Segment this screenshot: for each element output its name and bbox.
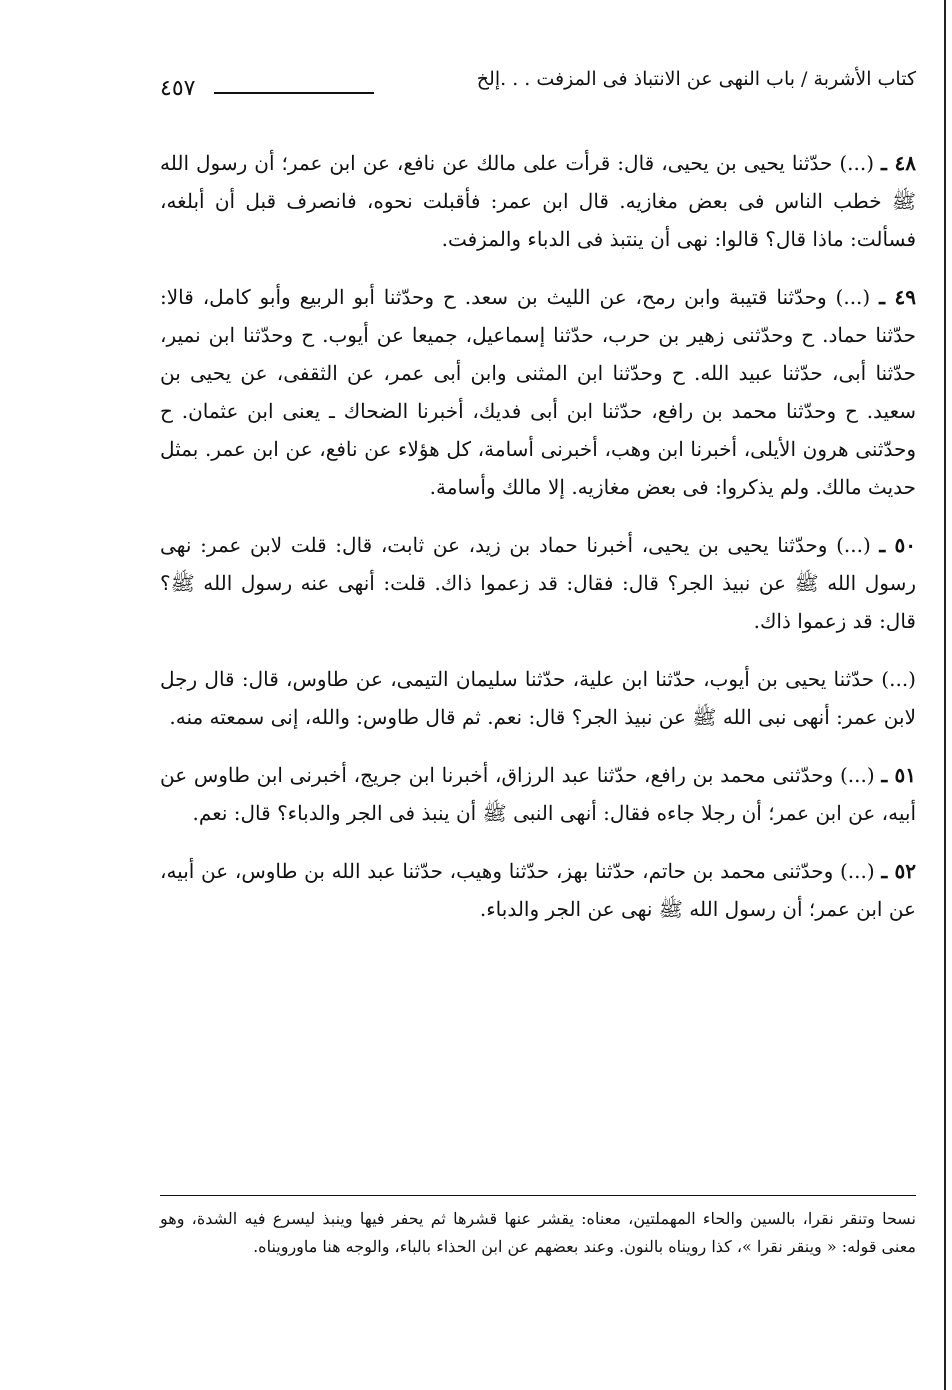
footnote-divider <box>160 1195 916 1196</box>
header-title: كتاب الأشربة / باب النهى عن الانتباذ فى المزفت . . .إلخ <box>476 68 916 90</box>
hadith-text: (...) وحدّثنى محمد بن حاتم، حدّثنا بهز، حدّثنا وهيب، حدّثنا عبد الله بن طاوس، عن أبيه، عن ابن عمر؛ أن رسول الله ﷺ نهى عن الجر والدباء. <box>160 859 916 921</box>
hadith-text: (...) وحدّثنى محمد بن رافع، حدّثنا عبد الرزاق، أخبرنا ابن جريج، أخبرنى ابن طاوس عن أبيه، عن ابن عمر؛ أن رجلا جاءه فقال: أنهى النبى ﷺ أن ينبذ فى الجر والدباء؟ قال: نعم. <box>160 763 916 825</box>
page-edge-line <box>944 0 946 1390</box>
hadith-number: ٤٩ ـ <box>879 285 917 309</box>
hadith-paragraph <box>160 278 916 506</box>
hadith-paragraph <box>160 526 916 640</box>
hadith-text: (...) حدّثنا يحيى بن أيوب، حدّثنا ابن علية، حدّثنا سليمان التيمى، عن طاوس، قال: قال رجل لابن عمر: أنهى نبى الله ﷺ عن نبيذ الجر؟ قال: نعم. ثم قال طاوس: والله، إنى سمعته منه. <box>160 667 916 729</box>
hadith-number: ٥١ ـ <box>881 763 916 787</box>
hadith-paragraph <box>160 852 916 928</box>
hadith-text: (...) حدّثنا يحيى بن يحيى، قال: قرأت على مالك عن نافع، عن ابن عمر؛ أن رسول الله ﷺ خطب الناس فى بعض مغازيه. قال ابن عمر: فأقبلت نحوه، فانصرف قبل أن أبلغه، فسألت: ماذا قال؟ قالوا: نهى أن ينتبذ فى الدباء والمزفت. <box>160 151 916 251</box>
hadith-text: (...) وحدّثنا قتيبة وابن رمح، عن الليث بن سعد. ح وحدّثنا أبو الربيع وأبو كامل، قالا: حدّثنا حماد. ح وحدّثنى زهير بن حرب، حدّثنا إسماعيل، جميعا عن أيوب. ح وحدّثنا ابن نمير، حدّثنا أبى، حدّثنا عبيد الله. ح وحدّثنا ابن المثنى وابن أبى عمر، عن الثقفى، عن يحيى بن سعيد. ح وحدّثنا محمد بن رافع، حدّثنا ابن أبى فديك، أخبرنا الضحاك ـ يعنى ابن عثمان. ح وحدّثنى هرون الأيلى، أخبرنا ابن وهب، أخبرنى أسامة، كل هؤلاء عن نافع، عن ابن عمر. بمثل حديث مالك. ولم يذكروا: فى بعض مغازيه. إلا مالك وأسامة. <box>160 285 916 499</box>
hadith-number: ٥٢ ـ <box>881 859 916 883</box>
hadith-paragraph <box>160 660 916 736</box>
header-rule <box>214 92 374 94</box>
main-text <box>160 124 916 946</box>
hadith-text: (...) وحدّثنا يحيى بن يحيى، أخبرنا حماد بن زيد، عن ثابت، قال: قلت لابن عمر: نهى رسول الله ﷺ عن نبيذ الجر؟ قال: فقال: قد زعموا ذاك. قلت: أنهى عنه رسول الله ﷺ؟ قال: قد زعموا ذاك. <box>160 533 916 633</box>
hadith-number: ٥٠ ـ <box>879 533 916 557</box>
footnote: نسحا وتنقر نقرا، بالسين والحاء المهملتين، معناه: يقشر عنها قشرها ثم يحفر فيها وينبذ ليسرع فيه الشدة، وهو معنى قوله: « وينقر نقرا »، كذا رويناه بالنون. وعند بعضهم عن ابن الحذاء بالباء، والوجه هنا ماورويناه. <box>160 1209 916 1256</box>
hadith-paragraph <box>160 144 916 258</box>
page-number: ٤٥٧ <box>160 76 196 101</box>
running-header <box>160 62 916 106</box>
hadith-paragraph <box>160 756 916 832</box>
hadith-number: ٤٨ ـ <box>881 151 916 175</box>
